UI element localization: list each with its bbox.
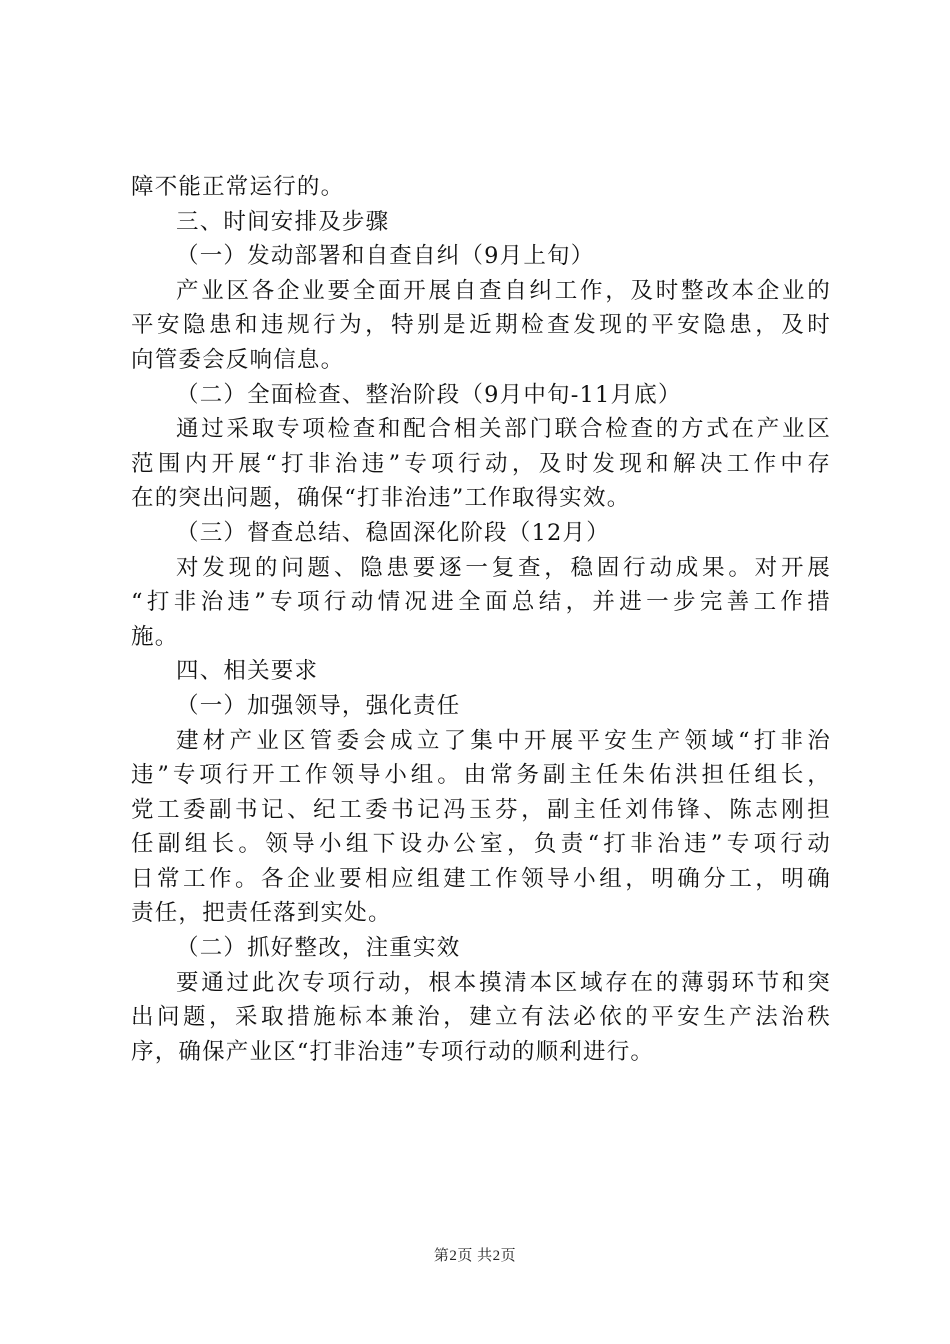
paragraph-line: 平安隐患和违规行为，特别是近期检查发现的平安隐患，及时: [131, 312, 831, 339]
subsection-heading: （一）发动部署和自查自纠（9月上旬）: [176, 243, 595, 270]
paragraph-line: 日常工作。各企业要相应组建工作领导小组，明确分工，明确: [131, 865, 831, 892]
paragraph-line: 对发现的问题、隐患要逐一复查，稳固行动成果。对开展: [176, 554, 831, 581]
paragraph-line: 范围内开展“打非治违”专项行动，及时发现和解决工作中存: [131, 450, 831, 477]
paragraph-line: 要通过此次专项行动，根本摸清本区域存在的薄弱环节和突: [176, 969, 831, 996]
paragraph-line: 责任，把责任落到实处。: [131, 900, 392, 927]
section-heading: 三、时间安排及步骤: [176, 208, 390, 235]
subsection-heading: （二）全面检查、整治阶段（9月中旬-11月底）: [176, 381, 682, 408]
subsection-heading: （三）督查总结、稳固深化阶段（12月）: [176, 519, 610, 546]
paragraph-line: 建材产业区管委会成立了集中开展平安生产领域“打非治: [176, 727, 831, 754]
paragraph-line: 在的突出问题，确保“打非治违”工作取得实效。: [131, 485, 631, 512]
paragraph-line: 向管委会反响信息。: [131, 346, 345, 373]
subsection-heading: （一）加强领导，强化责任: [176, 692, 461, 719]
document-body: [131, 170, 831, 1069]
paragraph-line: 违”专项行开工作领导小组。由常务副主任朱佑洪担任组长，: [131, 762, 831, 789]
subsection-heading: （二）抓好整改，注重实效: [176, 935, 461, 962]
paragraph-line: 通过采取专项检查和配合相关部门联合检查的方式在产业区: [176, 416, 831, 443]
paragraph-line: 出问题，采取措施标本兼治，建立有法必依的平安生产法治秩: [131, 1004, 831, 1031]
page-footer: 第2页 共2页: [433, 1248, 517, 1264]
section-heading: 四、相关要求: [176, 658, 319, 685]
paragraph-line: 施。: [131, 623, 179, 650]
paragraph-line: 任副组长。领导小组下设办公室，负责“打非治违”专项行动: [131, 831, 831, 858]
paragraph-line: 序，确保产业区“打非治违”专项行动的顺利进行。: [131, 1038, 655, 1065]
paragraph-line: 障不能正常运行的。: [131, 174, 345, 200]
paragraph-line: “打非治违”专项行动情况进全面总结，并进一步完善工作措: [131, 589, 831, 616]
paragraph-line: 党工委副书记、纪工委书记冯玉芬，副主任刘伟锋、陈志刚担: [131, 796, 831, 823]
paragraph-line: 产业区各企业要全面开展自查自纠工作，及时整改本企业的: [176, 277, 831, 304]
